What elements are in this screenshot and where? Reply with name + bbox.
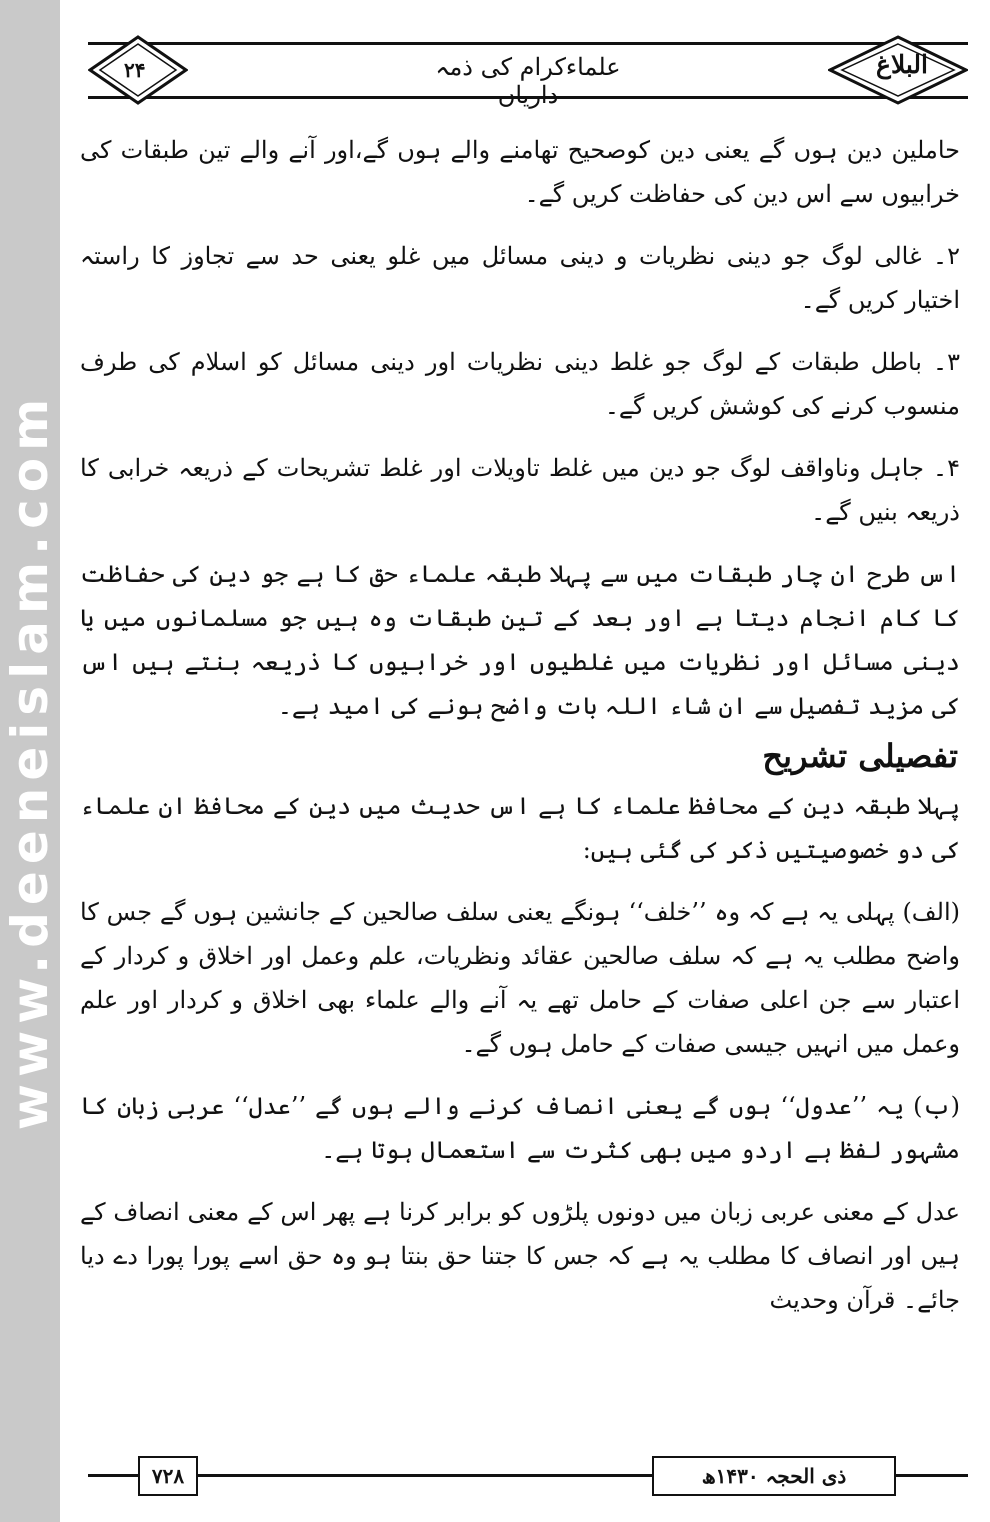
footer-rule-right <box>896 1474 968 1477</box>
header-page-number: ۲۴ <box>124 58 146 82</box>
paragraph: (ب) یہ ’’عدول‘‘ ہوں گے یعنی انصاف کرنے والے ہوں گے ’’عدل‘‘ عربی زبان کا مشہور لفظ ہے اردو میں بھی کثرت سے استعمال ہوتا ہے۔ <box>80 1092 960 1164</box>
section-heading: تفصیلی تشریح <box>762 737 958 775</box>
paragraph: اس طرح ان چار طبقات میں سے پہلا طبقہ علماء حق کا ہے جو دین کی حفاظت کا کام انجام دیتا ہے اور بعد کے تین طبقات وہ ہیں جو مسلمانوں میں یا دینی مسائل اور نظریات میں غلطیوں اور خرابیوں کا ذریعہ بنتے ہیں اس کی مزید تفصیل سے ان شاء اللہ بات واضح ہونے کی امید ہے۔ <box>80 560 960 720</box>
paragraph: پہلا طبقہ دین کے محافظ علماء کا ہے اس حدیث میں دین کے محافظ ان علماء کی دو خصوصیتیں ذکر کی گئی ہیں: <box>80 792 960 864</box>
page-footer <box>88 1450 968 1500</box>
paragraph: حاملین دین ہوں گے یعنی دین کوصحیح تھامنے والے ہوں گے،اور آنے والے تین طبقات کی خرابیوں سے اس دین کی حفاظت کریں گے۔ <box>80 136 960 208</box>
footer-page-number: ۷۲۸ <box>138 1456 198 1496</box>
paragraph: (الف) پہلی یہ ہے کہ وہ ’’خلف‘‘ ہونگے یعنی سلف صالحین کے جانشین ہوں گے جس کا واضح مطلب یہ ہے کہ سلف صالحین عقائد ونظریات، علم وعمل اور اخلاق و کردار کے اعتبار سے جن اعلی صفات کے حامل تھے یہ آنے والے علماء بھی اخلاق و کردار اور علم وعمل میں انہیں جیسی صفات کے حامل ہوں گے۔ <box>80 898 960 1058</box>
list-item: ۴۔ جاہل وناواقف لوگ جو دین میں غلط تاویلات اور غلط تشریحات کے ذریعہ خرابی کا ذریعہ بنیں گے۔ <box>80 454 960 526</box>
watermark-url: www.deeneislam.com <box>1 391 59 1131</box>
watermark-sidebar <box>0 0 60 1522</box>
footer-rule-middle <box>198 1474 652 1477</box>
magazine-logo: البلاغ <box>876 50 928 79</box>
list-item: ۲۔ غالی لوگ جو دینی نظریات و دینی مسائل میں غلو یعنی حد سے تجاوز کا راستہ اختیار کریں گے۔ <box>80 242 960 314</box>
page-title: علماءکرام کی ذمہ داریاں <box>435 53 621 109</box>
list-item: ۳۔ باطل طبقات کے لوگ جو غلط دینی نظریات اور دینی مسائل کو اسلام کی طرف منسوب کرنے کی کوشش کریں گے۔ <box>80 348 960 420</box>
footer-rule-left <box>88 1474 138 1477</box>
article-body <box>80 128 960 1322</box>
page-header <box>88 20 968 120</box>
footer-issue-date: ذی الحجہ ۱۴۳۰ھ <box>652 1456 896 1496</box>
paragraph: عدل کے معنی عربی زبان میں دونوں پلڑوں کو برابر کرنا ہے پھر اس کے معنی انصاف کے ہیں اور انصاف کا مطلب یہ ہے کہ جس کا جتنا حق بنتا ہو وہ حق اسے پورا پورا دے دیا جائے۔ قرآن وحدیث <box>80 1198 960 1314</box>
